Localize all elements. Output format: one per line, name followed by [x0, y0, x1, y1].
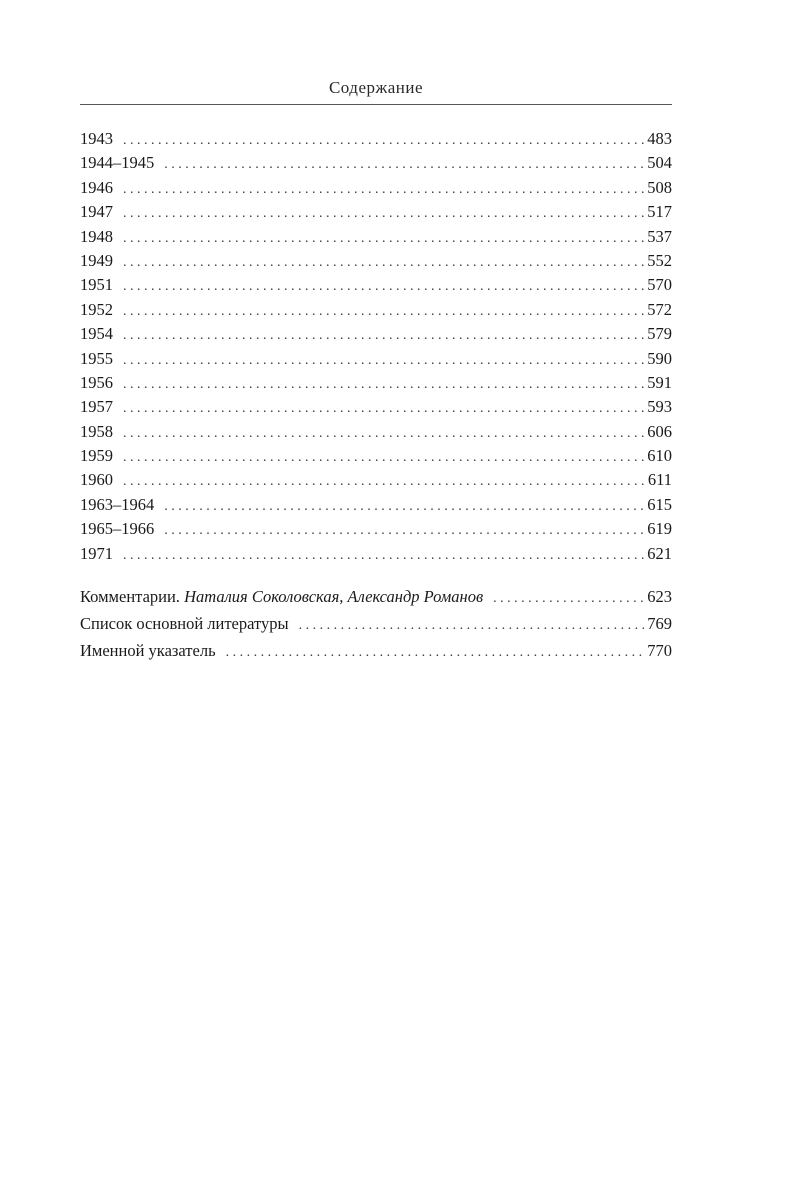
toc-entry[interactable] [80, 249, 672, 273]
toc-entry[interactable] [80, 468, 672, 492]
toc-entry-page: 508 [647, 177, 672, 197]
dot-leader [123, 397, 644, 421]
toc-entry-title: 1971 [80, 543, 113, 563]
toc-entry[interactable] [80, 347, 672, 371]
toc-entry-page: 504 [647, 153, 672, 173]
dot-leader [123, 129, 644, 153]
toc-entry-index[interactable] [80, 637, 672, 664]
toc-entry-page: 570 [647, 275, 672, 295]
toc-entry[interactable] [80, 517, 672, 541]
toc-entry-title: 1958 [80, 421, 113, 441]
toc-entry[interactable] [80, 176, 672, 200]
toc-entry[interactable] [80, 395, 672, 419]
toc-entry-title: 1946 [80, 177, 113, 197]
toc-entry-title: 1947 [80, 202, 113, 222]
toc-entry-comments[interactable] [80, 583, 672, 610]
toc-entry-title: 1957 [80, 397, 113, 417]
toc-entry-page: 483 [647, 129, 672, 148]
dot-leader [299, 612, 645, 639]
dot-leader [164, 153, 644, 177]
toc-entry-title: Именной указатель [80, 641, 216, 661]
dot-leader [123, 178, 644, 202]
toc-entry-page: 770 [647, 641, 672, 661]
toc-entry[interactable] [80, 493, 672, 517]
toc-entry-page: 610 [647, 446, 672, 466]
dot-leader [123, 422, 644, 446]
toc-entry[interactable] [80, 371, 672, 395]
toc-entry-page: 623 [647, 587, 672, 607]
toc-entry-title: 1959 [80, 446, 113, 466]
toc-entry[interactable] [80, 273, 672, 297]
dot-leader [123, 349, 644, 373]
toc-entry-title: 1948 [80, 226, 113, 246]
dot-leader [123, 227, 644, 251]
toc-entry-title: 1965–1966 [80, 519, 155, 539]
toc-entry-page: 606 [647, 421, 672, 441]
page-title: Содержание [328, 78, 424, 97]
toc-entry-authors: Наталия Соколовская, Александр Романов [184, 587, 484, 607]
toc-entry-title: Список основной литературы [80, 614, 289, 634]
toc-entry[interactable] [80, 420, 672, 444]
toc-year-list [80, 127, 672, 566]
toc-entry-title: 1956 [80, 372, 113, 392]
dot-leader [123, 300, 644, 324]
toc-entry-bibliography[interactable] [80, 610, 672, 637]
toc-entry[interactable] [80, 200, 672, 224]
toc-entry-title: 1949 [80, 250, 113, 270]
toc-entry-page: 769 [647, 614, 672, 634]
dot-leader [164, 495, 644, 519]
table-of-contents [80, 127, 672, 664]
header-rule [80, 104, 672, 105]
toc-entry-title: 1944–1945 [80, 153, 155, 173]
toc-entry-label: Комментарии. [80, 587, 180, 607]
toc-entry-title: 1960 [80, 470, 113, 490]
toc-entry[interactable] [80, 322, 672, 346]
dot-leader [123, 251, 644, 275]
toc-entry-title: 1963–1964 [80, 494, 155, 514]
toc-spacer [80, 566, 672, 583]
dot-leader [123, 202, 644, 226]
toc-entry[interactable] [80, 151, 672, 175]
toc-entry-page: 537 [647, 226, 672, 246]
toc-entry-page: 590 [647, 348, 672, 368]
toc-entry[interactable] [80, 542, 672, 566]
dot-leader [123, 275, 644, 299]
dot-leader [123, 544, 644, 568]
toc-entry-title [80, 583, 483, 610]
toc-entry-page: 591 [647, 372, 672, 392]
toc-entry-title: 1943 [80, 129, 113, 148]
toc-entry-page: 621 [647, 543, 672, 563]
dot-leader [123, 373, 644, 397]
dot-leader [123, 324, 644, 348]
toc-entry-page: 619 [647, 519, 672, 539]
toc-entry-title: 1955 [80, 348, 113, 368]
toc-entry-page: 593 [647, 397, 672, 417]
dot-leader [164, 519, 644, 543]
toc-entry-title: 1954 [80, 324, 113, 344]
toc-entry-page: 572 [647, 299, 672, 319]
toc-entry-page: 579 [647, 324, 672, 344]
toc-entry-title: 1952 [80, 299, 113, 319]
toc-entry-title: 1951 [80, 275, 113, 295]
dot-leader [493, 585, 644, 612]
toc-entry[interactable] [80, 298, 672, 322]
dot-leader [123, 470, 645, 494]
toc-entry-page: 517 [647, 202, 672, 222]
dot-leader [226, 639, 645, 666]
dot-leader [123, 446, 644, 470]
toc-entry-page: 615 [647, 494, 672, 514]
toc-entry[interactable] [80, 444, 672, 468]
toc-entry[interactable] [80, 127, 672, 151]
toc-entry-page: 611 [647, 470, 672, 490]
toc-entry[interactable] [80, 225, 672, 249]
toc-entry-page: 552 [647, 250, 672, 270]
